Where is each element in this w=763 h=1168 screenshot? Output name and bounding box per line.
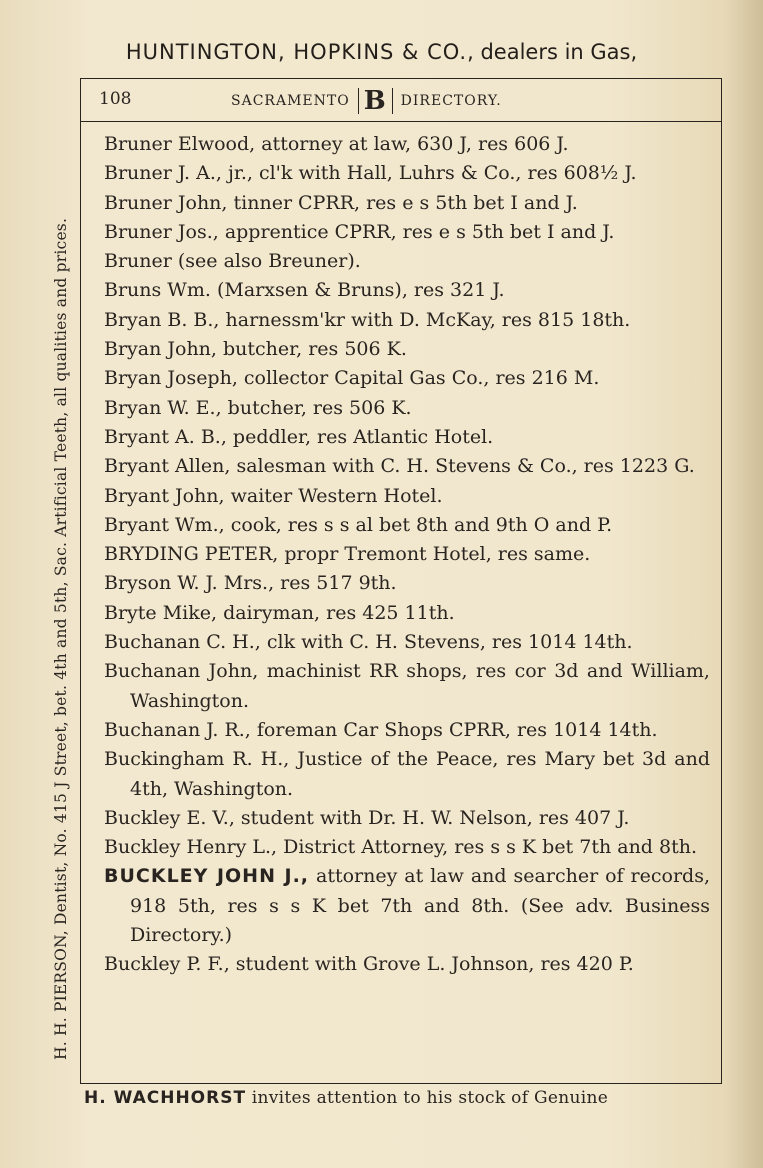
- entry-details: Justice of the Peace, res Mary bet 3d and 4th, Washington.: [130, 748, 711, 800]
- side-advertisement: H. H. PIERSON, Dentist, No. 415 J Street, bet. 4th and 5th, Sac. Artificial Teeth, all qualities and prices.: [52, 217, 70, 1060]
- entry-details: student with Grove L. Johnson, res 420 P.: [229, 953, 634, 976]
- page-number: 108: [99, 89, 132, 109]
- directory-entry: [104, 540, 710, 569]
- entry-details: butcher, res 506 K.: [221, 396, 412, 419]
- entry-name: Bryant A. B.,: [104, 425, 227, 448]
- entry-details: butcher, res 506 K.: [216, 338, 407, 361]
- entry-details: tinner CPRR, res e s 5th bet I and J.: [227, 191, 578, 214]
- directory-entry: [104, 569, 710, 598]
- directory-entry: [104, 423, 710, 452]
- directory-entry: [104, 716, 710, 745]
- entry-details: harnessm'kr with D. McKay, res 815 18th.: [219, 308, 631, 331]
- directory-entry: [104, 335, 710, 364]
- entry-name: Buckley Henry L.,: [104, 836, 278, 859]
- directory-entry: [104, 247, 710, 276]
- entry-details: peddler, res Atlantic Hotel.: [226, 425, 494, 448]
- section-letter: B: [358, 88, 393, 114]
- entry-details: attorney at law and searcher of records, 918 5th, res s s K bet 7th and 8th. (See adv. Business Directory.): [130, 865, 710, 947]
- entry-details: cook, res s s al bet 8th and 9th O and P.: [224, 513, 613, 536]
- entry-details: clk with C. H. Stevens, res 1014 14th.: [260, 631, 633, 654]
- directory-entry: [104, 628, 710, 657]
- entry-name: Bruner J. A., jr.,: [104, 162, 253, 185]
- entry-name: Buckingham R. H.,: [104, 748, 290, 771]
- bottom-banner-tail: invites attention to his stock of Genuine: [246, 1088, 609, 1108]
- running-head-right: DIRECTORY.: [400, 93, 502, 109]
- entry-details: apprentice CPRR, res e s 5th bet I and J.: [218, 220, 615, 243]
- entry-details: machinist RR shops, res cor 3d and William, Washington.: [130, 660, 710, 712]
- entry-name: Buckley E. V.,: [104, 806, 235, 829]
- entry-name: Buchanan J. R.,: [104, 718, 251, 741]
- entry-details: collector Capital Gas Co., res 216 M.: [237, 367, 600, 390]
- entry-details: District Attorney, res s s K bet 7th and 8th.: [277, 836, 698, 859]
- entry-name: Bryan John,: [104, 338, 217, 361]
- entry-name: Bryan W. E.,: [104, 396, 222, 419]
- bottom-banner-lead: H. WACHHORST: [84, 1088, 247, 1108]
- directory-entry: [104, 511, 710, 540]
- entry-name: BRYDING PETER,: [104, 543, 279, 566]
- directory-entry: [104, 364, 710, 393]
- directory-entry: [104, 159, 710, 188]
- entry-details: propr Tremont Hotel, res same.: [278, 543, 591, 566]
- directory-entry: [104, 394, 710, 423]
- top-banner-lead: HUNTINGTON, HOPKINS & CO.: [125, 40, 468, 64]
- directory-entry: [104, 862, 710, 950]
- entry-name: Bryan Joseph,: [104, 367, 238, 390]
- directory-entry: [104, 482, 710, 511]
- entry-name: Bruner: [104, 250, 172, 273]
- directory-entries: [104, 130, 710, 980]
- entry-details: res 517 9th.: [274, 572, 397, 595]
- entry-details: cl'k with Hall, Luhrs & Co., res 608½ J.: [252, 162, 637, 185]
- running-head-left: SACRAMENTO: [231, 93, 350, 109]
- entry-name: Bryant Allen,: [104, 455, 231, 478]
- directory-entry: [104, 833, 710, 862]
- bottom-advertisement-banner: [84, 1088, 724, 1108]
- entry-name: Bruner John,: [104, 191, 228, 214]
- directory-entry: [104, 599, 710, 628]
- entry-details: attorney at law, 630 J, res 606 J.: [255, 133, 569, 155]
- entry-details: waiter Western Hotel.: [224, 484, 443, 507]
- directory-entry: [104, 804, 710, 833]
- entry-name: Bryson W. J. Mrs.,: [104, 572, 275, 595]
- entry-name: Bruns Wm.: [104, 279, 211, 302]
- top-banner-tail: , dealers in Gas,: [467, 40, 638, 64]
- entry-name: Bryant John,: [104, 484, 225, 507]
- directory-entry: [104, 218, 710, 247]
- entry-name: Bruner Jos.,: [104, 220, 219, 243]
- directory-entry: [104, 306, 710, 335]
- directory-entry: [104, 950, 710, 979]
- running-header: [81, 79, 721, 122]
- entry-name: Buckley P. F.,: [104, 953, 230, 976]
- entry-details: (Marxsen & Bruns), res 321 J.: [210, 279, 505, 302]
- directory-entry: [104, 130, 710, 159]
- entry-details: dairyman, res 425 11th.: [217, 601, 455, 624]
- entry-name: Bryte Mike,: [104, 601, 218, 624]
- entry-name: Bryan B. B.,: [104, 308, 220, 331]
- entry-name: Bruner Elwood,: [104, 133, 256, 155]
- entry-name: Bryant Wm.,: [104, 513, 225, 536]
- running-head-title: [231, 88, 502, 114]
- entry-name: Buchanan C. H.,: [104, 631, 261, 654]
- directory-entry: [104, 276, 710, 305]
- entry-details: (see also Breuner).: [171, 250, 361, 273]
- entry-details: foreman Car Shops CPRR, res 1014 14th.: [250, 718, 658, 741]
- directory-entry: [104, 189, 710, 218]
- entry-details: salesman with C. H. Stevens & Co., res 1223 G.: [230, 455, 695, 478]
- top-advertisement-banner: [0, 40, 763, 64]
- directory-entry: [104, 657, 710, 716]
- entry-details: student with Dr. H. W. Nelson, res 407 J.: [234, 806, 630, 829]
- directory-entry: [104, 452, 710, 481]
- entry-name: Buchanan John,: [104, 660, 259, 683]
- directory-entry: [104, 745, 710, 804]
- entry-name: BUCKLEY JOHN J.,: [104, 865, 310, 888]
